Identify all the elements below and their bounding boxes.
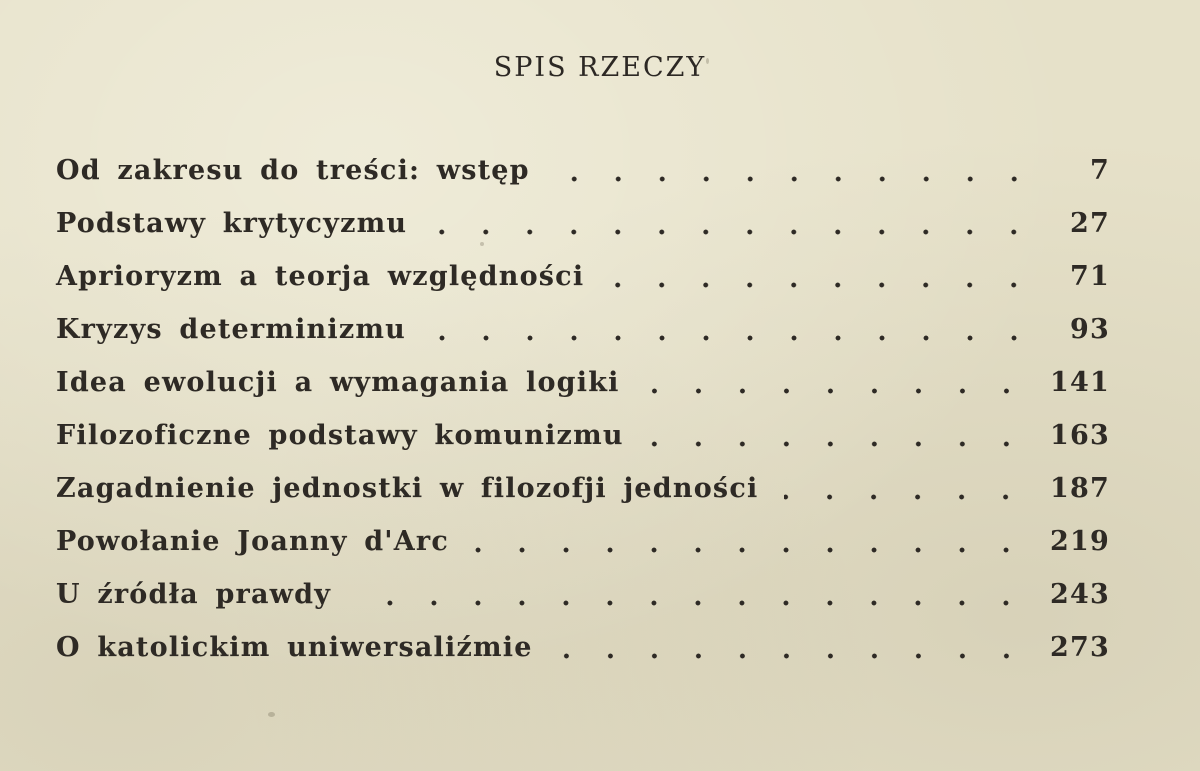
toc-entry-page: 7 — [1090, 155, 1110, 186]
toc-entry-title: Zagadnienie jednostki w filozofji jedności — [56, 473, 759, 504]
toc-entry — [56, 409, 1110, 462]
dot-leader — [646, 387, 1028, 395]
toc-entry — [56, 197, 1110, 250]
toc-entry-page: 71 — [1070, 261, 1110, 292]
toc-entry — [56, 568, 1110, 621]
toc-entry-page: 27 — [1070, 208, 1110, 239]
toc-entry — [56, 515, 1110, 568]
toc-entry-title: Od zakresu do treści: wstęp — [56, 155, 530, 186]
toc-entry-page: 273 — [1050, 632, 1110, 663]
toc-entry-title: Aprioryzm a teorja względności — [56, 261, 585, 292]
toc-entry-title: Filozoficzne podstawy komunizmu — [56, 420, 624, 451]
dot-leader — [556, 175, 1036, 183]
dot-leader — [357, 599, 1028, 607]
toc-entry-page: 163 — [1050, 420, 1110, 451]
toc-entry-title: Powołanie Joanny d'Arc — [56, 526, 449, 557]
toc-entry-page: 93 — [1070, 314, 1110, 345]
dot-leader — [610, 281, 1036, 289]
dot-leader — [475, 546, 1028, 554]
dot-leader — [784, 493, 1028, 501]
toc-entry-page: 219 — [1050, 526, 1110, 557]
paper-speck — [706, 58, 709, 64]
toc-entry-title: O katolickim uniwersaliźmie — [56, 632, 533, 663]
toc-entry-page: 141 — [1050, 367, 1110, 398]
toc-entry-page: 187 — [1050, 473, 1110, 504]
toc-entry — [56, 356, 1110, 409]
paper-speck — [480, 242, 484, 246]
toc-entry — [56, 250, 1110, 303]
toc-entry-page: 243 — [1050, 579, 1110, 610]
toc-entry — [56, 621, 1110, 674]
toc-entry — [56, 144, 1110, 197]
paper-speck — [268, 712, 275, 717]
toc-entry-title: Podstawy krytycyzmu — [56, 208, 408, 239]
toc-entry-title: Kryzys determinizmu — [56, 314, 406, 345]
table-of-contents — [56, 144, 1110, 674]
dot-leader — [559, 652, 1028, 660]
toc-entry-title: Idea ewolucji a wymagania logiki — [56, 367, 620, 398]
toc-entry-title: U źródła prawdy — [56, 579, 332, 610]
dot-leader — [432, 334, 1036, 342]
toc-entry — [56, 303, 1110, 356]
dot-leader — [433, 228, 1036, 236]
dot-leader — [650, 440, 1028, 448]
toc-entry — [56, 462, 1110, 515]
page-title: SPIS RZECZY — [493, 52, 707, 83]
